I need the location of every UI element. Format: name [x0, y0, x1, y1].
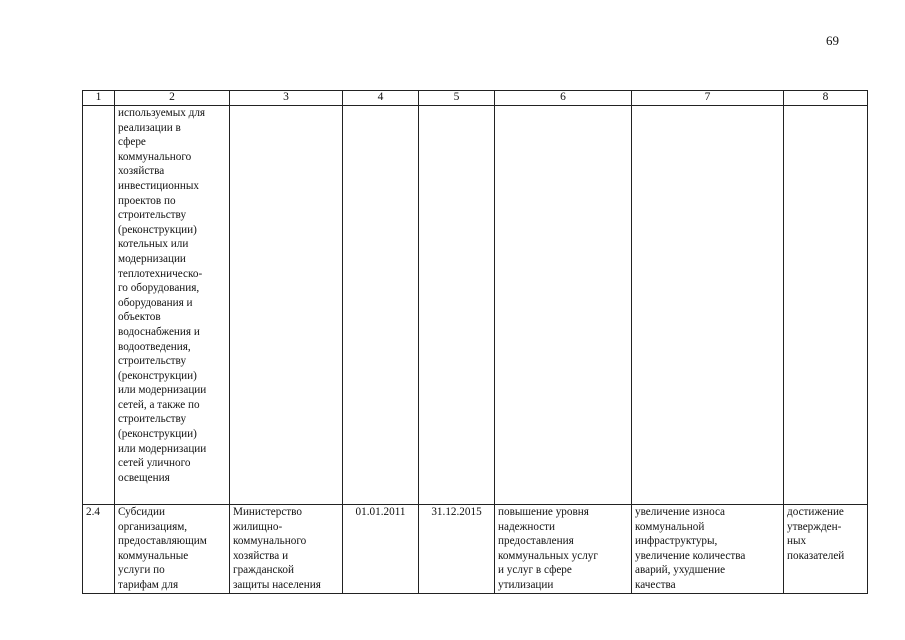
table-row-2-4	[83, 505, 868, 594]
cell-link-indicators: достижение утвержден- ных показателей	[784, 505, 868, 594]
cell-expected-result	[495, 106, 632, 505]
column-header-6: 6	[495, 91, 632, 106]
column-header-5: 5	[419, 91, 495, 106]
column-header-7: 7	[632, 91, 784, 106]
cell-activity-name: используемых для реализации в сфере коммунального хозяйства инвестиционных проектов по строительству (реконструкции) котельных или модернизации теплотехническо- го оборудования, оборудования и объектов водоснабжения и водоотведения, строительству (реконструкции) или модернизации сетей, а также по строительству (реконструкции) или модернизации сетей уличного освещения	[115, 106, 230, 505]
cell-executor	[230, 106, 343, 505]
cell-consequences: увеличение износа коммунальной инфраструктуры, увеличение количества аварий, ухудшение качества	[632, 505, 784, 594]
program-activities-table	[82, 90, 868, 594]
column-header-4: 4	[343, 91, 419, 106]
cell-link-indicators	[784, 106, 868, 505]
cell-executor: Министерство жилищно- коммунального хозяйства и гражданской защиты населения	[230, 505, 343, 594]
header-row	[83, 91, 868, 106]
cell-consequences	[632, 106, 784, 505]
cell-number: 2.4	[83, 505, 115, 594]
cell-end-date: 31.12.2015	[419, 505, 495, 594]
cell-end-date	[419, 106, 495, 505]
column-header-3: 3	[230, 91, 343, 106]
table-row-continued	[83, 106, 868, 505]
page-number: 69	[826, 33, 839, 48]
cell-activity-name: Субсидии организациям, предоставляющим коммунальные услуги по тарифам для	[115, 505, 230, 594]
cell-expected-result: повышение уровня надежности предоставления коммунальных услуг и услуг в сфере утилизации	[495, 505, 632, 594]
cell-number	[83, 106, 115, 505]
column-header-2: 2	[115, 91, 230, 106]
cell-start-date	[343, 106, 419, 505]
column-header-1: 1	[83, 91, 115, 106]
column-header-8: 8	[784, 91, 868, 106]
cell-start-date: 01.01.2011	[343, 505, 419, 594]
